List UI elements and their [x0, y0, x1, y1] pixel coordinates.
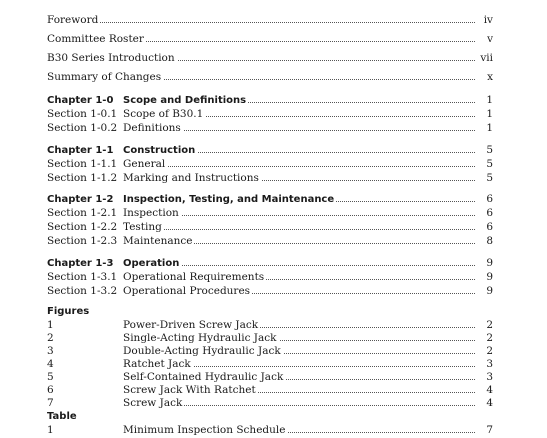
page-number: iv — [477, 13, 493, 28]
page-number: 8 — [477, 234, 493, 249]
entry-title: Summary of Changes — [47, 71, 162, 83]
toc-section-1-0-2[interactable] — [47, 121, 493, 136]
section-label: Section 1-1.2 — [47, 172, 118, 184]
page-number: 5 — [477, 171, 493, 186]
table-heading: Table — [47, 411, 77, 422]
section-title: General — [123, 158, 166, 170]
page-number: 6 — [477, 220, 493, 235]
toc-chapter-1-1[interactable] — [47, 143, 493, 158]
toc-section-1-3-1[interactable] — [47, 270, 493, 285]
figure-number: 2 — [47, 332, 54, 344]
section-label: Section 1-3.2 — [47, 285, 118, 297]
figure-title: Power-Driven Screw Jack — [123, 319, 259, 331]
section-label: Section 1-2.1 — [47, 207, 118, 219]
toc-chapter-1-0[interactable] — [47, 93, 493, 108]
toc-entry-summary-of-changes[interactable] — [47, 70, 493, 85]
figure-title: Ratchet Jack — [123, 358, 191, 370]
page-number: 1 — [477, 93, 493, 108]
page-number: 4 — [477, 383, 493, 398]
toc-figure-7[interactable] — [47, 396, 493, 411]
figure-title: Double-Acting Hydraulic Jack — [123, 345, 281, 357]
figure-number: 1 — [47, 319, 54, 331]
page-number: 5 — [477, 143, 493, 158]
section-label: Section 1-1.1 — [47, 158, 118, 170]
page-number: 1 — [477, 107, 493, 122]
toc-chapter-1-3[interactable] — [47, 256, 493, 271]
figure-number: 7 — [47, 397, 54, 409]
page-number: vii — [477, 51, 493, 66]
dot-leader — [51, 22, 475, 23]
chapter-label: Chapter 1-3 — [47, 258, 114, 269]
chapter-label: Chapter 1-2 — [47, 194, 114, 205]
toc-section-1-3-2[interactable] — [47, 284, 493, 299]
page-number: 6 — [477, 206, 493, 221]
figure-title: Single-Acting Hydraulic Jack — [123, 332, 277, 344]
page-number: 2 — [477, 318, 493, 333]
section-title: Marking and Instructions — [123, 172, 259, 184]
section-label: Section 1-0.1 — [47, 108, 118, 120]
page-number: 9 — [477, 256, 493, 271]
toc-section-1-2-1[interactable] — [47, 206, 493, 221]
dot-leader — [127, 229, 475, 230]
page-number: 1 — [477, 121, 493, 136]
toc-section-1-2-2[interactable] — [47, 220, 493, 235]
chapter-label: Chapter 1-0 — [47, 95, 114, 106]
table-title: Minimum Inspection Schedule — [123, 424, 286, 436]
chapter-title: Operation — [123, 258, 180, 269]
page-number: v — [477, 32, 493, 47]
section-title: Definitions — [123, 122, 181, 134]
figure-title: Screw Jack With Ratchet — [123, 384, 256, 396]
figure-number: 3 — [47, 345, 54, 357]
entry-title: B30 Series Introduction — [47, 52, 175, 64]
page-number: 2 — [477, 344, 493, 359]
page-number: 3 — [477, 357, 493, 372]
toc-section-1-0-1[interactable] — [47, 107, 493, 122]
toc-table-1[interactable] — [47, 423, 493, 438]
toc-chapter-1-2[interactable] — [47, 192, 493, 207]
page-number: 7 — [477, 423, 493, 438]
section-title: Maintenance — [123, 235, 193, 247]
figure-number: 5 — [47, 371, 54, 383]
page-number: 5 — [477, 157, 493, 172]
page-number: x — [477, 70, 493, 85]
section-label: Section 1-2.3 — [47, 235, 118, 247]
section-title: Inspection — [123, 207, 179, 219]
section-title: Scope of B30.1 — [123, 108, 204, 120]
chapter-title: Scope and Definitions — [123, 95, 247, 106]
table-number: 1 — [47, 424, 54, 436]
page-number: 2 — [477, 331, 493, 346]
toc-entry-b30-introduction[interactable] — [47, 51, 493, 66]
figure-title: Self-Contained Hydraulic Jack — [123, 371, 284, 383]
toc-section-1-1-2[interactable] — [47, 171, 493, 186]
toc-section-1-1-1[interactable] — [47, 157, 493, 172]
toc-entry-committee-roster[interactable] — [47, 32, 493, 47]
dot-leader — [127, 166, 475, 167]
section-label: Section 1-3.1 — [47, 271, 118, 283]
figure-number: 6 — [47, 384, 54, 396]
toc-section-1-2-3[interactable] — [47, 234, 493, 249]
section-title: Operational Procedures — [123, 285, 251, 297]
chapter-label: Chapter 1-1 — [47, 145, 114, 156]
page-number: 9 — [477, 284, 493, 299]
section-label: Section 1-0.2 — [47, 122, 118, 134]
entry-title: Committee Roster — [47, 33, 144, 45]
page-number: 9 — [477, 270, 493, 285]
figure-number: 4 — [47, 358, 54, 370]
section-title: Testing — [123, 221, 162, 233]
page-number: 4 — [477, 396, 493, 411]
entry-title: Foreword — [47, 14, 99, 26]
page-number: 3 — [477, 370, 493, 385]
toc-entry-foreword[interactable] — [47, 13, 493, 28]
chapter-title: Construction — [123, 145, 196, 156]
section-label: Section 1-2.2 — [47, 221, 118, 233]
chapter-title: Inspection, Testing, and Maintenance — [123, 194, 335, 205]
figures-heading: Figures — [47, 306, 90, 317]
section-title: Operational Requirements — [123, 271, 265, 283]
page-number: 6 — [477, 192, 493, 207]
figure-title: Screw Jack — [123, 397, 183, 409]
